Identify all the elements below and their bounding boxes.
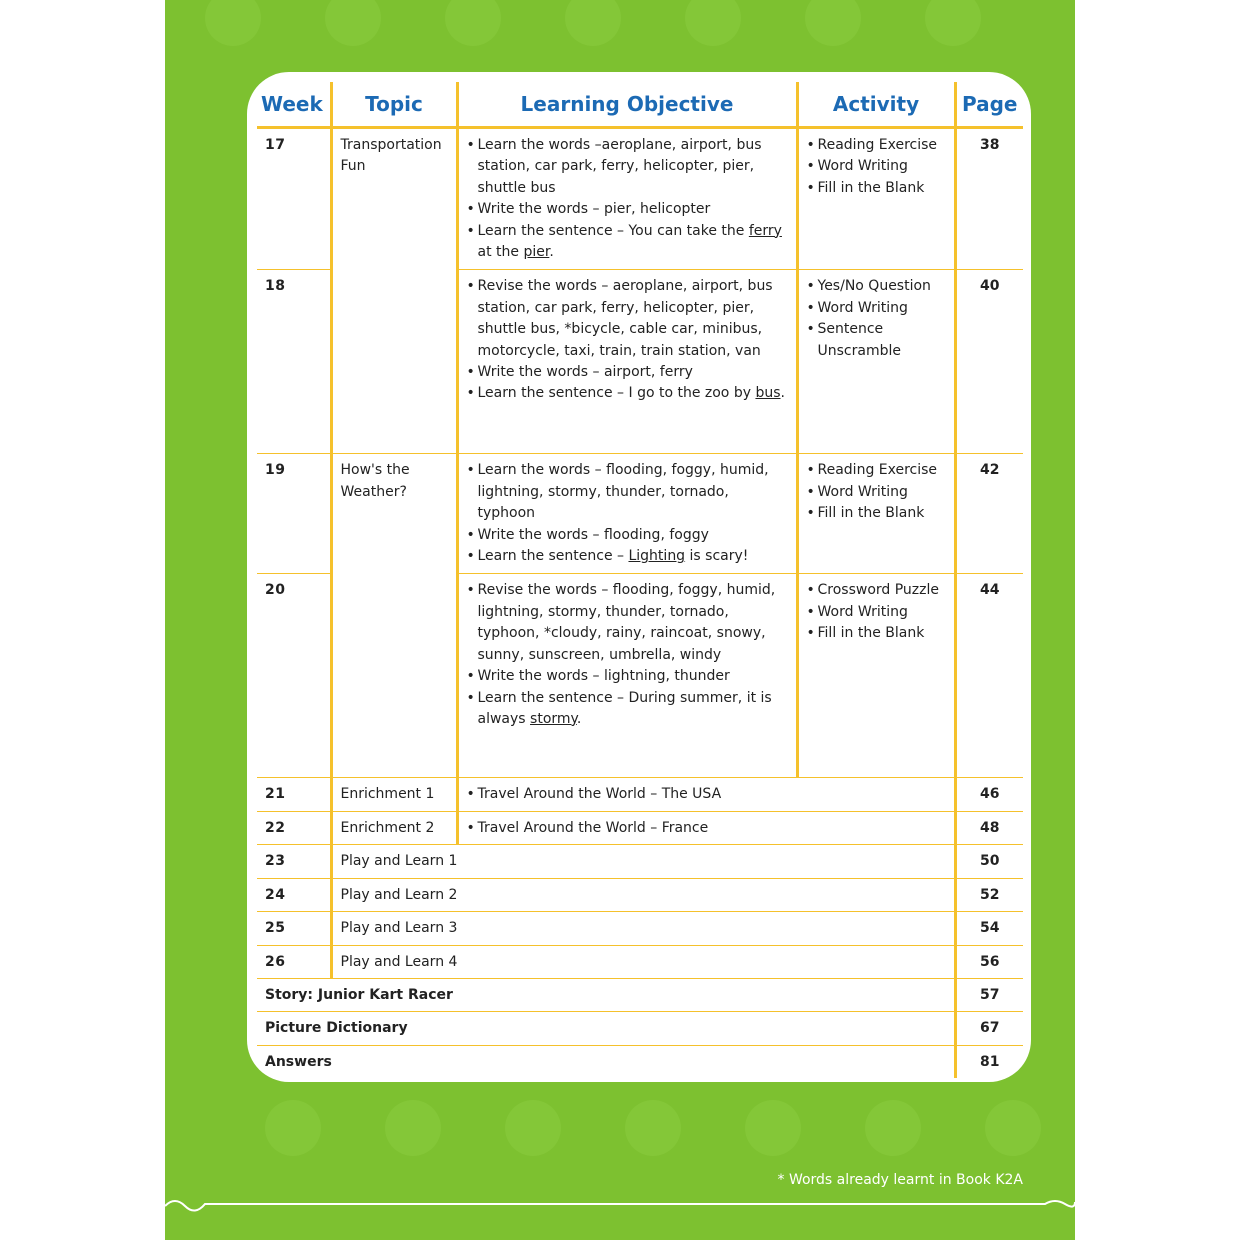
- week-number: 17: [257, 128, 331, 270]
- objective-cell: [457, 454, 797, 574]
- objective-cell: [457, 811, 955, 844]
- activity-item: • Word Writing: [807, 602, 946, 623]
- table-row: [257, 1045, 1023, 1078]
- table-row: [257, 128, 1023, 270]
- flower-pattern: [625, 1100, 681, 1156]
- header-activity: Activity: [797, 82, 955, 128]
- page-number: 57: [955, 978, 1023, 1011]
- objective-item: • Learn the sentence – Lighting is scary!: [467, 546, 788, 567]
- activity-item: • Reading Exercise: [807, 135, 946, 156]
- section-label: Story: Junior Kart Racer: [257, 978, 955, 1011]
- objective-item: • Revise the words – flooding, foggy, humid, lightning, stormy, thunder, tornado, typhoon, *cloudy, rainy, raincoat, snowy, sunny, sunscreen, umbrella, windy: [467, 580, 788, 666]
- contents-card: [247, 72, 1031, 1082]
- objective-cell: [457, 574, 797, 778]
- activity-item: • Fill in the Blank: [807, 503, 946, 524]
- table-row: [257, 978, 1023, 1011]
- objective-cell: [457, 128, 797, 270]
- page-number: 52: [955, 878, 1023, 911]
- page-number: 38: [955, 128, 1023, 270]
- green-background: [165, 0, 1075, 1240]
- objective-item: • Learn the sentence – You can take the ferry at the pier.: [467, 221, 788, 264]
- page-number: 56: [955, 945, 1023, 978]
- flower-pattern: [805, 0, 861, 46]
- table-row: [257, 454, 1023, 574]
- objective-item: • Write the words – airport, ferry: [467, 362, 788, 383]
- section-label: Answers: [257, 1045, 955, 1078]
- wavy-line: [165, 1192, 1075, 1216]
- topic-cell: Play and Learn 3: [331, 912, 955, 945]
- activity-item: • Word Writing: [807, 482, 946, 503]
- footnote: * Words already learnt in Book K2A: [777, 1172, 1023, 1188]
- activity-cell: [797, 574, 955, 778]
- topic-cell: Enrichment 1: [331, 778, 457, 811]
- page-number: 48: [955, 811, 1023, 844]
- activity-cell: [797, 128, 955, 270]
- week-number: 20: [257, 574, 331, 778]
- activity-cell: [797, 270, 955, 454]
- header-week: Week: [257, 82, 331, 128]
- flower-pattern: [865, 1100, 921, 1156]
- topic-cell: How's the Weather?: [331, 454, 457, 778]
- topic-cell: Transportation Fun: [331, 128, 457, 454]
- objective-item: • Learn the words – flooding, foggy, humid, lightning, stormy, thunder, tornado, typhoon: [467, 460, 788, 524]
- activity-item: • Word Writing: [807, 156, 946, 177]
- activity-cell: [797, 454, 955, 574]
- objective-item: • Learn the words –aeroplane, airport, bus station, car park, ferry, helicopter, pier, shuttle bus: [467, 135, 788, 199]
- week-number: 23: [257, 845, 331, 878]
- flower-pattern: [565, 0, 621, 46]
- contents-table: [257, 82, 1023, 1078]
- flower-pattern: [325, 0, 381, 46]
- flower-pattern: [205, 0, 261, 46]
- table-row: [257, 1012, 1023, 1045]
- page-number: 50: [955, 845, 1023, 878]
- activity-item: • Reading Exercise: [807, 460, 946, 481]
- table-row: [257, 912, 1023, 945]
- week-number: 22: [257, 811, 331, 844]
- flower-pattern: [385, 1100, 441, 1156]
- objective-cell: [457, 778, 955, 811]
- topic-cell: Enrichment 2: [331, 811, 457, 844]
- flower-pattern: [985, 1100, 1041, 1156]
- flower-pattern: [745, 1100, 801, 1156]
- flower-pattern: [445, 0, 501, 46]
- flower-pattern: [265, 1100, 321, 1156]
- topic-cell: Play and Learn 2: [331, 878, 955, 911]
- objective-item: • Write the words – flooding, foggy: [467, 525, 788, 546]
- page-number: 42: [955, 454, 1023, 574]
- topic-cell: Play and Learn 1: [331, 845, 955, 878]
- objective-item: • Travel Around the World – France: [467, 818, 946, 839]
- flower-pattern: [505, 1100, 561, 1156]
- header-topic: Topic: [331, 82, 457, 128]
- week-number: 25: [257, 912, 331, 945]
- objective-item: • Write the words – lightning, thunder: [467, 666, 788, 687]
- page-number: 54: [955, 912, 1023, 945]
- page-number: 67: [955, 1012, 1023, 1045]
- week-number: 21: [257, 778, 331, 811]
- objective-item: • Write the words – pier, helicopter: [467, 199, 788, 220]
- activity-item: • Fill in the Blank: [807, 178, 946, 199]
- activity-item: • Crossword Puzzle: [807, 580, 946, 601]
- table-header: [257, 82, 1023, 128]
- page-number: 44: [955, 574, 1023, 778]
- page-number: 40: [955, 270, 1023, 454]
- header-page: Page: [955, 82, 1023, 128]
- week-number: 18: [257, 270, 331, 454]
- header-objective: Learning Objective: [457, 82, 797, 128]
- week-number: 24: [257, 878, 331, 911]
- topic-cell: Play and Learn 4: [331, 945, 955, 978]
- flower-pattern: [685, 0, 741, 46]
- flower-pattern: [925, 0, 981, 46]
- table-row: [257, 878, 1023, 911]
- table-row: [257, 945, 1023, 978]
- table-row: [257, 778, 1023, 811]
- activity-item: • Fill in the Blank: [807, 623, 946, 644]
- table-row: [257, 845, 1023, 878]
- page-number: 81: [955, 1045, 1023, 1078]
- page-number: 46: [955, 778, 1023, 811]
- table-row: [257, 811, 1023, 844]
- objective-item: • Travel Around the World – The USA: [467, 784, 946, 805]
- week-number: 19: [257, 454, 331, 574]
- activity-item: • Word Writing: [807, 298, 946, 319]
- objective-item: • Learn the sentence – I go to the zoo by bus.: [467, 383, 788, 404]
- week-number: 26: [257, 945, 331, 978]
- objective-item: • Revise the words – aeroplane, airport, bus station, car park, ferry, helicopter, pier, shuttle bus, *bicycle, cable car, minibus, motorcycle, taxi, train, train station, van: [467, 276, 788, 362]
- activity-item: • Yes/No Question: [807, 276, 946, 297]
- section-label: Picture Dictionary: [257, 1012, 955, 1045]
- objective-item: • Learn the sentence – During summer, it is always stormy.: [467, 688, 788, 731]
- objective-cell: [457, 270, 797, 454]
- activity-item: • Sentence Unscramble: [807, 319, 946, 362]
